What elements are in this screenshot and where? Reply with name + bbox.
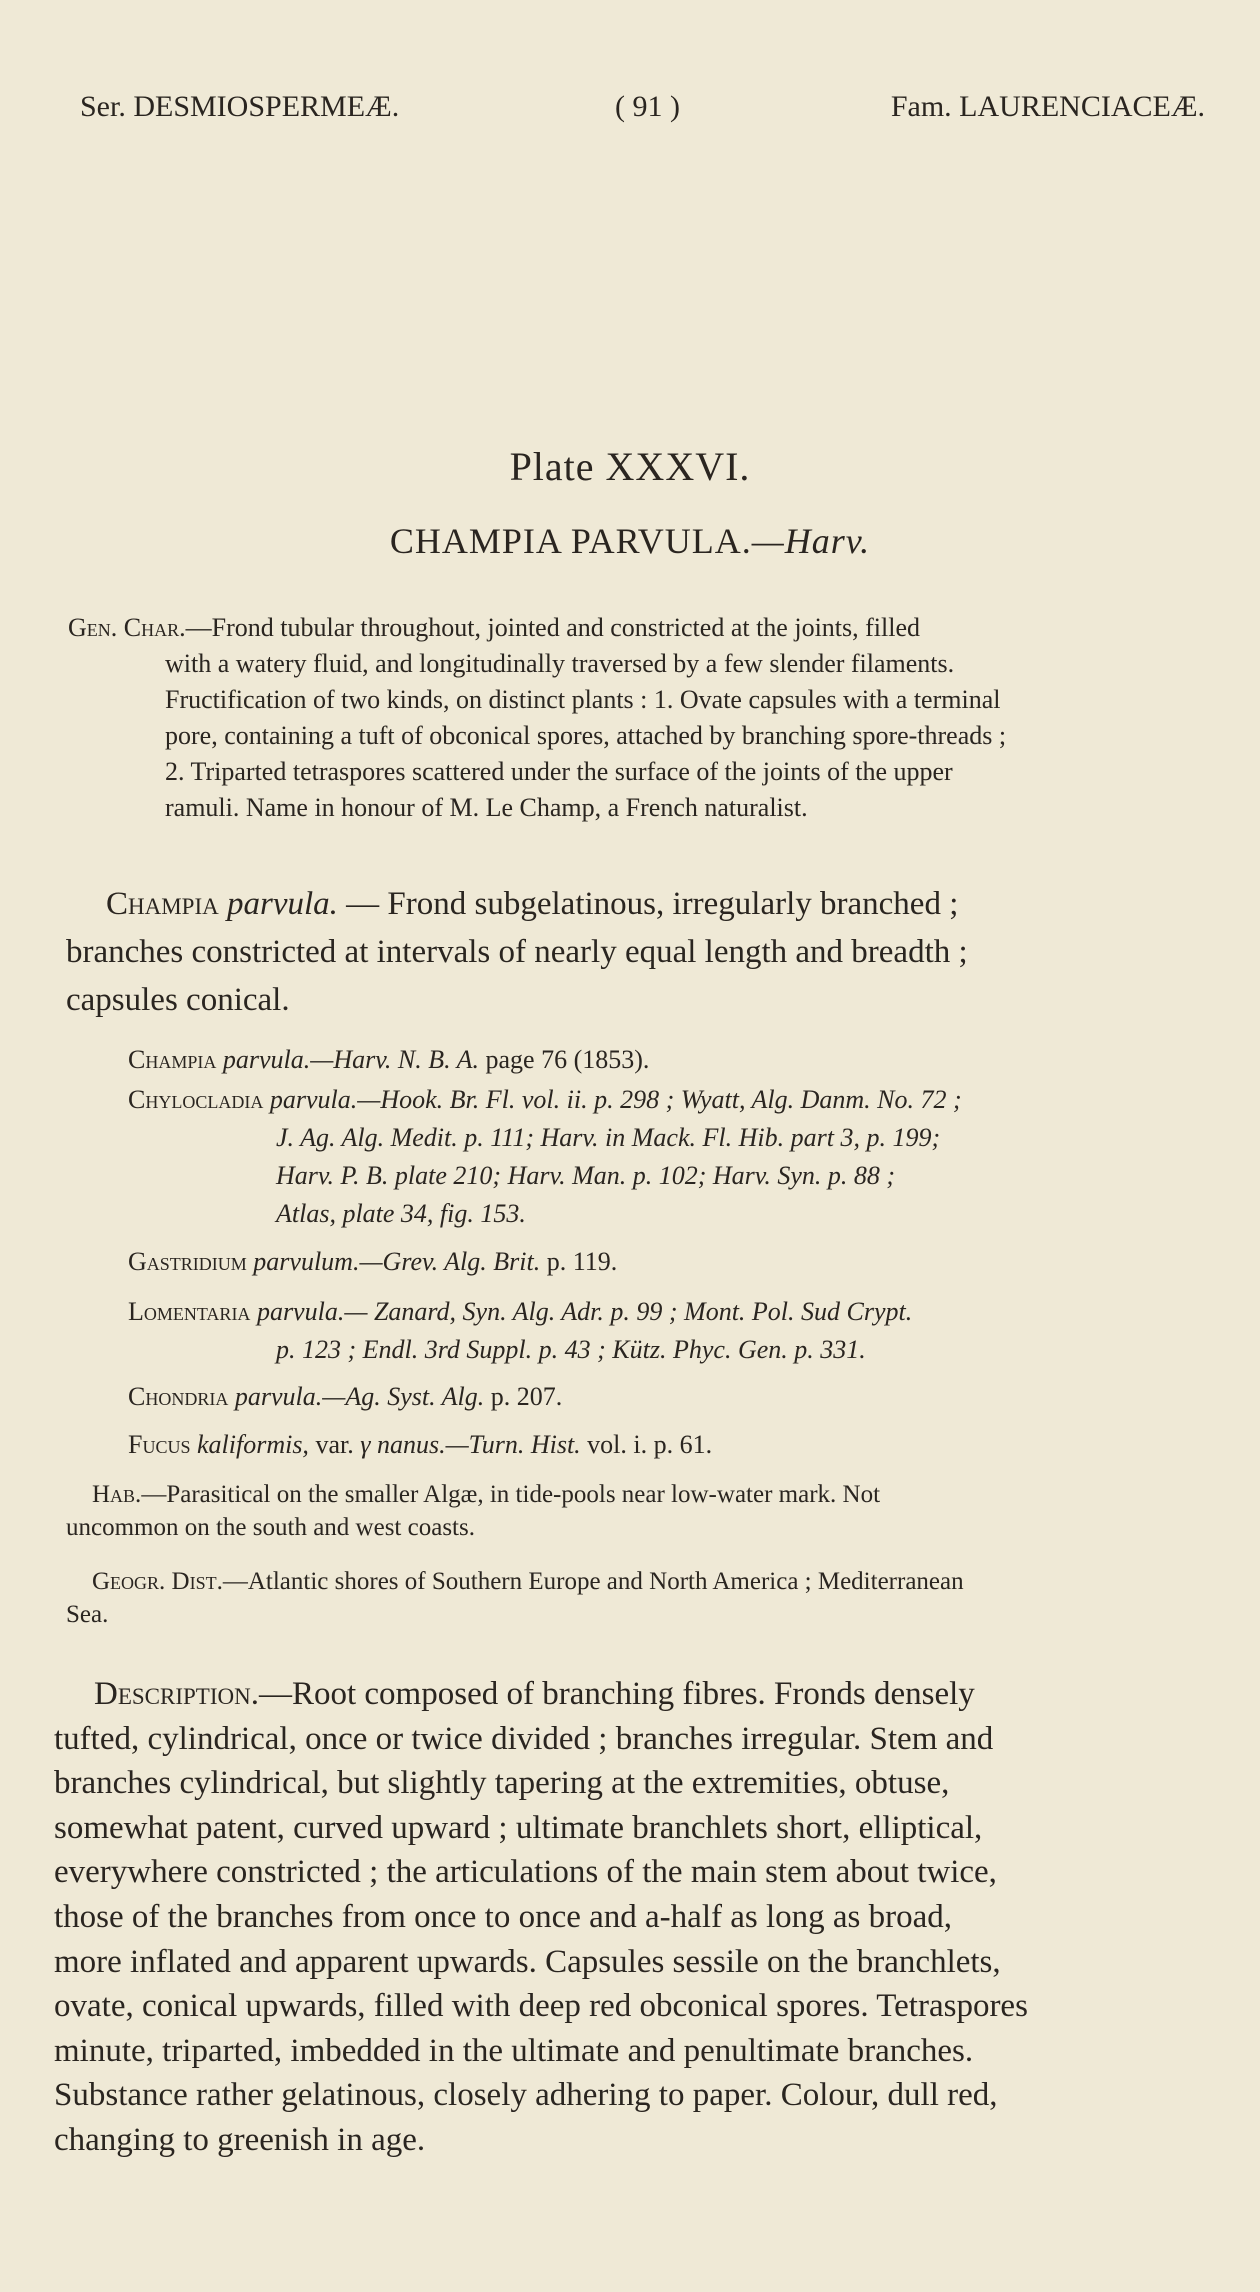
description-line: those of the branches from once to once and a-half as long as broad, [54, 1898, 953, 1935]
gen-char-line: ramuli. Name in honour of M. Le Champ, a French naturalist. [165, 793, 808, 822]
running-head [80, 90, 1205, 130]
diagnosis-line: branches constricted at intervals of nearly equal length and breadth ; [66, 934, 968, 970]
diagnosis-line: capsules conical. [66, 982, 290, 1018]
description-line: more inflated and apparent upwards. Capsules sessile on the branchlets, [54, 1943, 1001, 1980]
geogr-label: Geogr. Dist. [92, 1568, 223, 1595]
description-line: Substance rather gelatinous, closely adhering to paper. Colour, dull red, [54, 2077, 998, 2114]
description-line: changing to greenish in age. [54, 2121, 426, 2158]
diagnosis-line: Champia parvula. — Frond subgelatinous, irregularly branched ; [106, 886, 959, 922]
description-line: Description.—Root composed of branching fibres. Fronds densely [94, 1676, 975, 1712]
species-author: —Harv. [751, 521, 871, 561]
running-head-family: Fam. LAURENCIACEÆ. [890, 90, 1205, 123]
gen-char-label: Gen. Char. [68, 613, 186, 642]
diagnosis-genus: Champia [106, 886, 219, 922]
species-title [0, 520, 1260, 562]
gen-char-line: 2. Triparted tetraspores scattered under the surface of the joints of the upper [165, 757, 953, 786]
plate-title: Plate XXXVI. [509, 444, 751, 489]
synonym-entry-cont: J. Ag. Alg. Medit. p. 111; Harv. in Mack. Fl. Hib. part 3, p. 199; [276, 1123, 941, 1152]
habitat-line: uncommon on the south and west coasts. [66, 1514, 475, 1541]
gen-char-line: Gen. Char.—Frond tubular throughout, jointed and constricted at the joints, filled [68, 613, 920, 642]
gen-char-line: with a watery fluid, and longitudinally traversed by a few slender filaments. [165, 649, 955, 678]
species-name: CHAMPIA PARVULA. [389, 521, 752, 561]
synonym-entry-cont: Atlas, plate 34, fig. 153. [276, 1199, 526, 1228]
synonym-entry: Chondria parvula.—Ag. Syst. Alg. p. 207. [128, 1382, 563, 1411]
description-label: Description. [94, 1676, 259, 1712]
synonym-entry: Lomentaria parvula.— Zanard, Syn. Alg. Adr. p. 99 ; Mont. Pol. Sud Crypt. [128, 1297, 913, 1326]
habitat [66, 1478, 1196, 1544]
description-line: minute, triparted, imbedded in the ultimate and penultimate branches. [54, 2032, 974, 2069]
synonym-entry-cont: Harv. P. B. plate 210; Harv. Man. p. 102; Harv. Syn. p. 88 ; [276, 1161, 896, 1190]
synonym-entry-cont: p. 123 ; Endl. 3rd Suppl. p. 43 ; Kütz. Phyc. Gen. p. 331. [276, 1335, 866, 1364]
gen-char-line: pore, containing a tuft of obconical spores, attached by branching spore-threads ; [165, 721, 1007, 750]
gen-char-line: Fructification of two kinds, on distinct plants : 1. Ovate capsules with a terminal [165, 685, 1001, 714]
description-line: everywhere constricted ; the articulations of the main stem about twice, [54, 1854, 997, 1891]
geogr-line: Geogr. Dist.—Atlantic shores of Southern Europe and North America ; Mediterranean [92, 1568, 964, 1595]
running-head-series: Ser. DESMIOSPERMEÆ. [80, 90, 400, 123]
page-number: ( 91 ) [615, 90, 680, 123]
description-line: somewhat patent, curved upward ; ultimate branchlets short, elliptical, [54, 1809, 983, 1846]
description-line: branches cylindrical, but slightly tapering at the extremities, obtuse, [54, 1765, 950, 1802]
synonym-entry: Chylocladia parvula.—Hook. Br. Fl. vol. ii. p. 298 ; Wyatt, Alg. Danm. No. 72 ; [128, 1085, 962, 1114]
habitat-label: Hab. [92, 1481, 142, 1508]
synonym-entry: Gastridium parvulum.—Grev. Alg. Brit. p. 119. [128, 1247, 618, 1276]
diagnosis-species: parvula. [227, 886, 338, 922]
generic-character [68, 610, 1203, 826]
synonym-entry: Champia parvula.—Harv. N. B. A. page 76 (1853). [128, 1045, 650, 1074]
description-line: tufted, cylindrical, once or twice divided ; branches irregular. Stem and [54, 1720, 994, 1757]
geogr-line: Sea. [66, 1601, 109, 1628]
description-line: ovate, conical upwards, filled with deep red obconical spores. Tetraspores [54, 1988, 1028, 2025]
species-diagnosis [66, 880, 1191, 1024]
geographic-distribution [66, 1565, 1196, 1631]
synonym-entry: Fucus kaliformis, var. γ nanus.—Turn. Hist. vol. i. p. 61. [128, 1430, 713, 1459]
description [54, 1672, 1204, 2163]
habitat-line: Hab.—Parasitical on the smaller Algæ, in tide-pools near low-water mark. Not [92, 1481, 881, 1508]
